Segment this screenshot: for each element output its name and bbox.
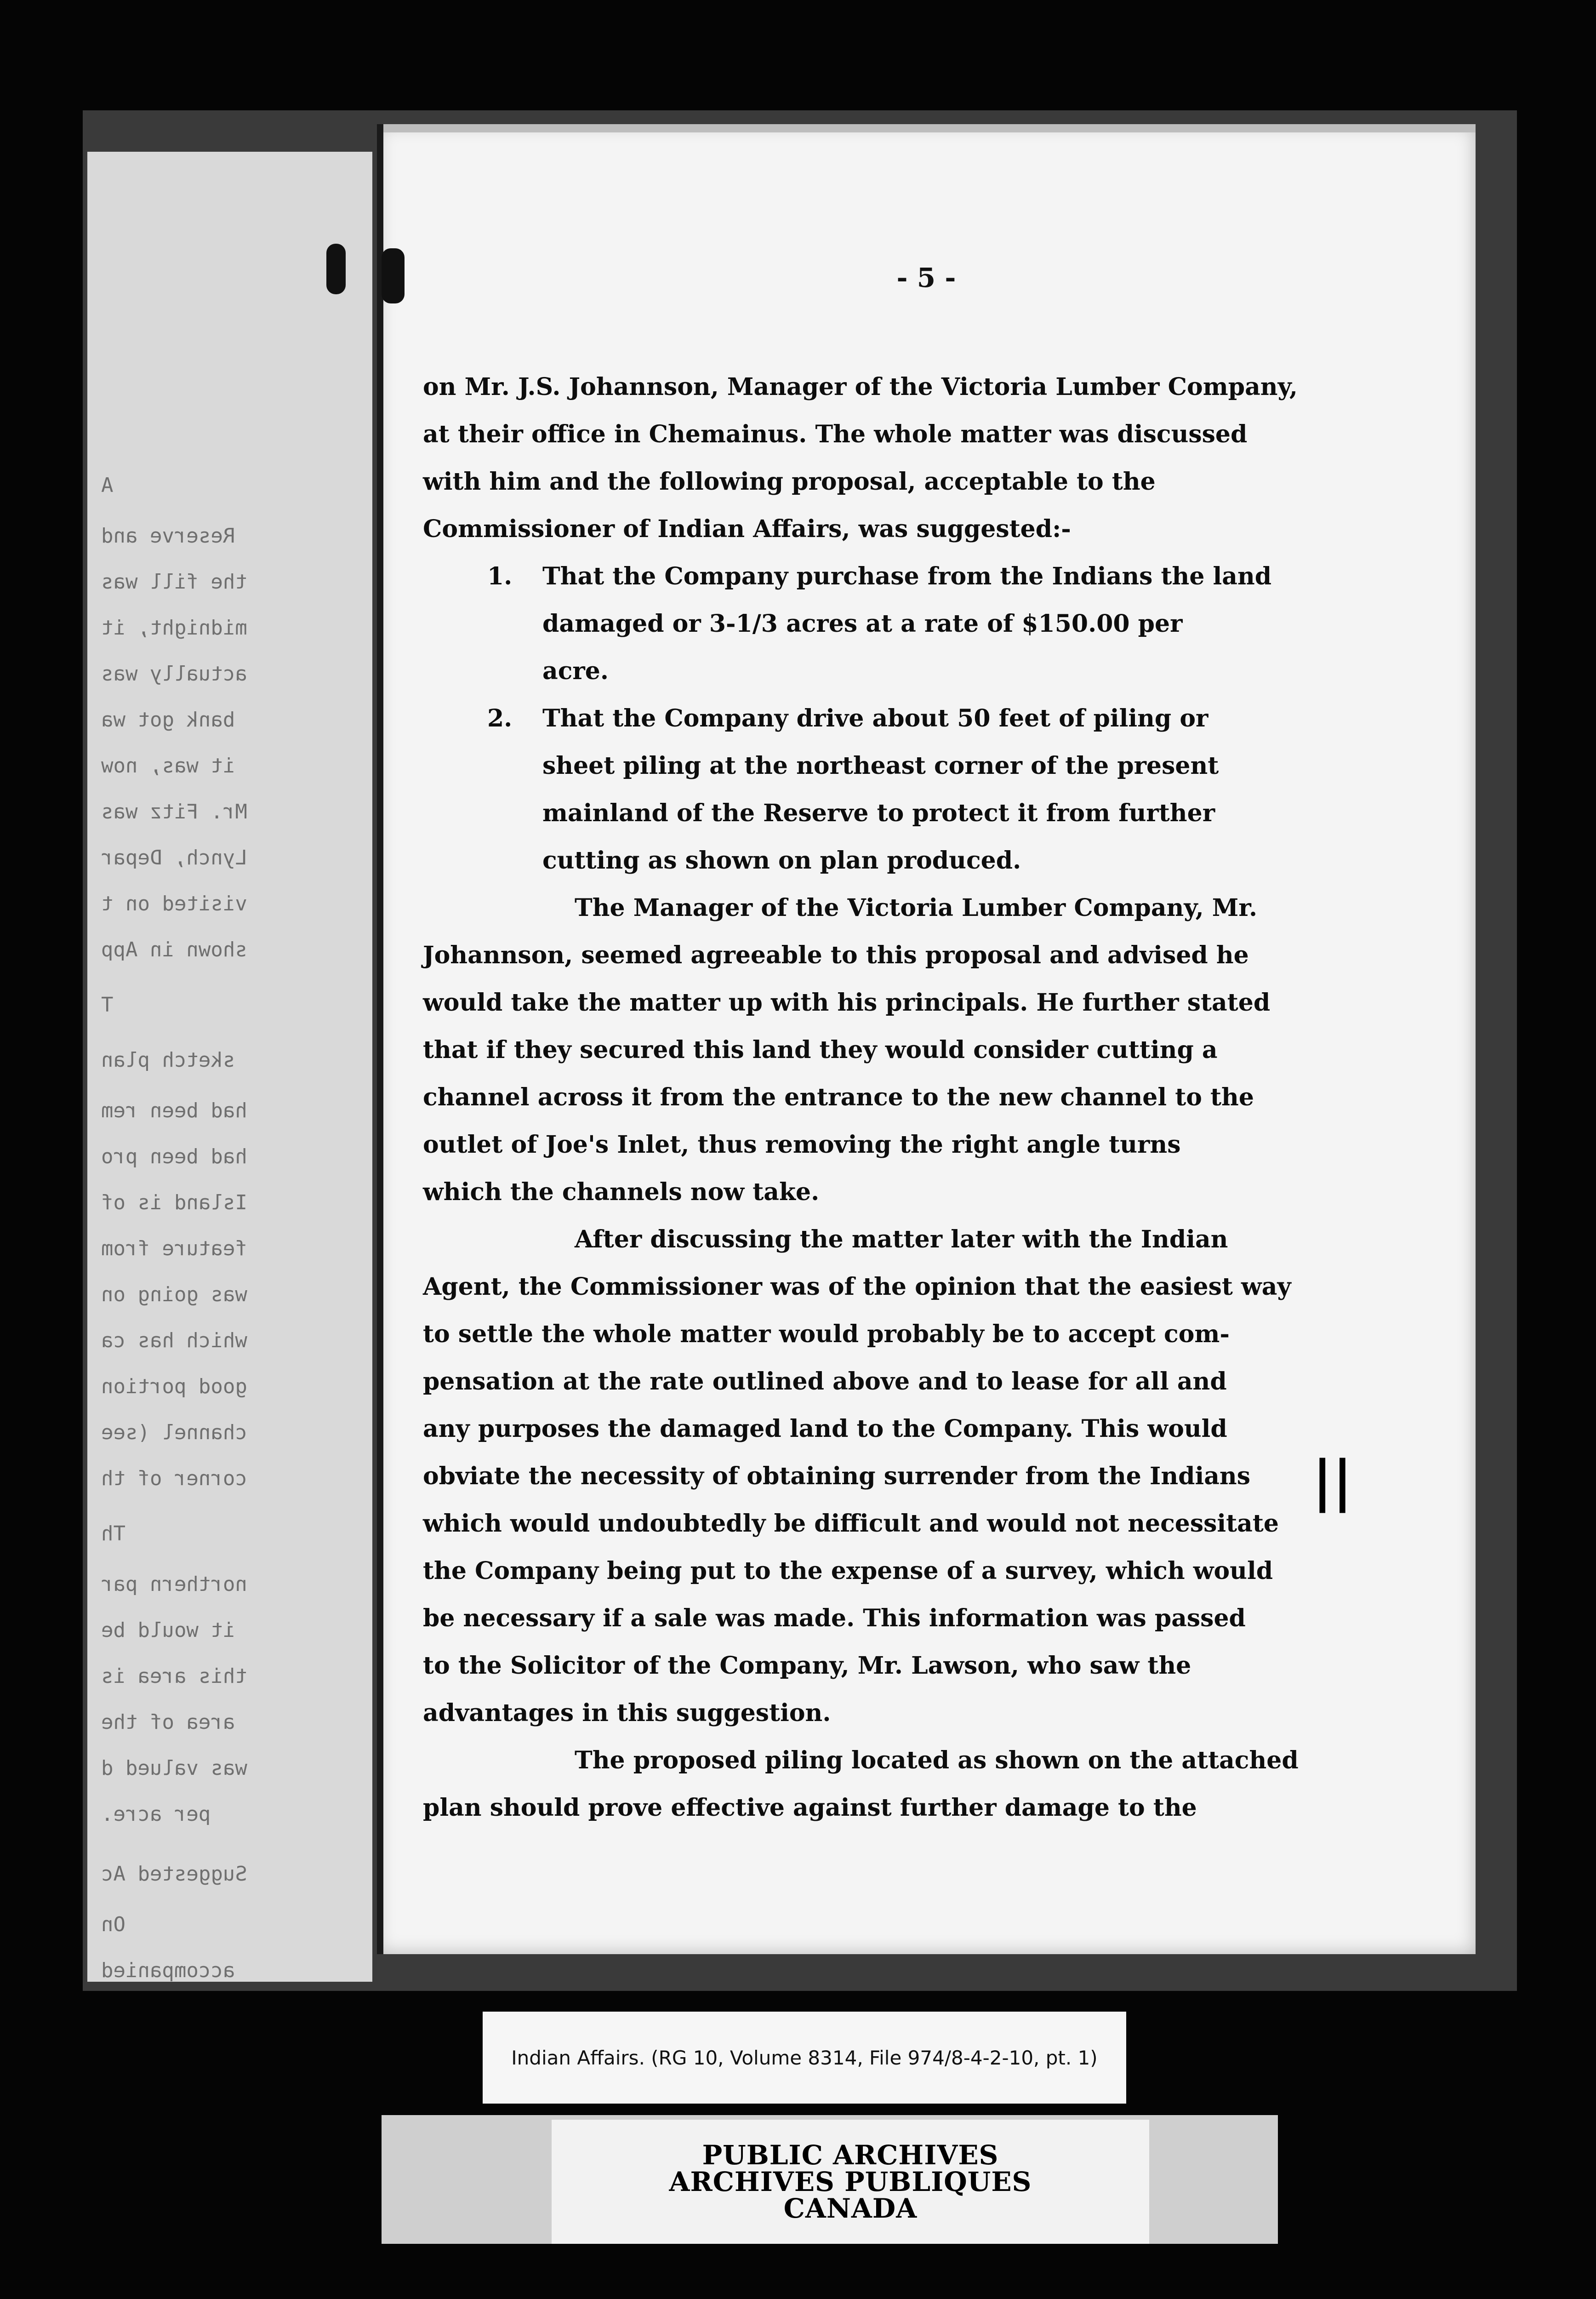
back-page-line: sketch plan bbox=[101, 1048, 235, 1072]
binder-hole-icon bbox=[326, 244, 346, 294]
back-page-line: was valued d bbox=[101, 1756, 247, 1780]
back-page-line: Lynch, Depar bbox=[101, 846, 247, 869]
list-item-line bbox=[423, 553, 1434, 600]
back-page-line: Island is of bbox=[101, 1191, 247, 1214]
list-item-text: That the Company purchase from the Indians the land bbox=[542, 562, 1272, 590]
page-number: - 5 - bbox=[896, 262, 956, 293]
back-page-line: T bbox=[101, 993, 114, 1017]
text-line: would take the matter up with his principals. He further stated bbox=[423, 989, 1271, 1017]
list-item-number: 1. bbox=[487, 562, 513, 590]
back-page-line: had been rem bbox=[101, 1099, 247, 1122]
page-top-edge bbox=[377, 124, 1476, 132]
proposal-list bbox=[423, 553, 1434, 884]
text-line: be necessary if a sale was made. This information was passed bbox=[423, 1604, 1246, 1632]
back-page-line: Th bbox=[101, 1522, 125, 1545]
back-page-line: northern par bbox=[101, 1573, 247, 1596]
text-line: which the channels now take. bbox=[423, 1178, 820, 1206]
paragraph-commissioner-opinion bbox=[423, 1216, 1434, 1737]
back-page-line: had been pro bbox=[101, 1145, 247, 1168]
back-page-line: midnight, it bbox=[101, 616, 247, 640]
text-line: any purposes the damaged land to the Company. This would bbox=[423, 1415, 1227, 1443]
page-gutter bbox=[377, 124, 383, 1954]
back-page-line: which has ca bbox=[101, 1329, 247, 1352]
back-page-line: A bbox=[101, 474, 114, 497]
archive-stamp-line3: CANADA bbox=[783, 2193, 918, 2224]
intro-paragraph bbox=[423, 363, 1434, 553]
back-page-line: corner of th bbox=[101, 1467, 247, 1490]
list-item-line: sheet piling at the northeast corner of the present bbox=[542, 752, 1219, 780]
back-page-line: bank got wa bbox=[101, 708, 235, 732]
text-line: with him and the following proposal, acceptable to the bbox=[423, 468, 1156, 496]
paragraph-proposed-piling bbox=[423, 1737, 1434, 1831]
list-item-text: That the Company drive about 50 feet of piling or bbox=[542, 704, 1208, 732]
back-page-line: actually was bbox=[101, 662, 247, 686]
text-line: advantages in this suggestion. bbox=[423, 1699, 831, 1727]
text-line: plan should prove effective against further damage to the bbox=[423, 1794, 1197, 1822]
text-line: which would undoubtedly be difficult and would not necessitate bbox=[423, 1510, 1279, 1538]
text-line: the Company being put to the expense of a survey, which would bbox=[423, 1557, 1273, 1585]
text-line: at their office in Chemainus. The whole matter was discussed bbox=[423, 420, 1248, 448]
back-page-line: shown in App bbox=[101, 938, 247, 961]
back-page-line: Mr. Fitz was bbox=[101, 800, 247, 824]
paragraph-manager-response bbox=[423, 884, 1434, 1216]
reversed-back-page bbox=[87, 152, 372, 1982]
text-line: to settle the whole matter would probably be to accept com- bbox=[423, 1320, 1230, 1348]
archive-stamp-line1: PUBLIC ARCHIVES bbox=[702, 2139, 999, 2171]
back-page-line: feature from bbox=[101, 1237, 247, 1260]
back-page-line: the fill was bbox=[101, 570, 247, 594]
text-line: outlet of Joe's Inlet, thus removing the right angle turns bbox=[423, 1131, 1181, 1159]
text-line: Commissioner of Indian Affairs, was suggested:- bbox=[423, 515, 1071, 543]
list-item-line: damaged or 3-1/3 acres at a rate of $150.00 per bbox=[542, 610, 1183, 638]
text-line: channel across it from the entrance to the new channel to the bbox=[423, 1083, 1254, 1111]
back-page-line: it would be bbox=[101, 1618, 235, 1642]
list-item-line: mainland of the Reserve to protect it from further bbox=[542, 799, 1215, 827]
back-page-line: per acre. bbox=[101, 1802, 211, 1826]
text-line: obviate the necessity of obtaining surrender from the Indians bbox=[423, 1462, 1251, 1490]
citation-label: Indian Affairs. (RG 10, Volume 8314, File 974/8-4-2-10, pt. 1) bbox=[483, 2012, 1126, 2104]
text-line: The Manager of the Victoria Lumber Company, Mr. bbox=[575, 894, 1258, 922]
document-page bbox=[377, 124, 1476, 1954]
back-page-line: Reserve and bbox=[101, 524, 235, 548]
text-line: After discussing the matter later with the Indian bbox=[575, 1225, 1228, 1253]
document-body bbox=[423, 363, 1434, 1831]
text-line: to the Solicitor of the Company, Mr. Lawson, who saw the bbox=[423, 1652, 1191, 1680]
back-page-line: accompanied bbox=[101, 1959, 235, 1982]
text-line: on Mr. J.S. Johannson, Manager of the Victoria Lumber Company, bbox=[423, 373, 1298, 401]
list-item-line: cutting as shown on plan produced. bbox=[542, 846, 1021, 875]
text-line: that if they secured this land they would consider cutting a bbox=[423, 1036, 1218, 1064]
back-page-line: area of the bbox=[101, 1710, 235, 1734]
list-item-line bbox=[423, 695, 1434, 742]
list-item-number: 2. bbox=[487, 704, 513, 732]
text-line: Agent, the Commissioner was of the opinion that the easiest way bbox=[423, 1273, 1291, 1301]
archive-stamp-line2: ARCHIVES PUBLIQUES bbox=[669, 2166, 1032, 2197]
back-page-line: visited on t bbox=[101, 892, 247, 915]
back-page-line: good portion bbox=[101, 1375, 247, 1398]
mirrored-text-area bbox=[87, 152, 372, 1982]
back-page-line: channel (see bbox=[101, 1421, 247, 1444]
back-page-line: it was, now bbox=[101, 754, 235, 778]
back-page-line: On bbox=[101, 1913, 125, 1936]
back-page-line: this area is bbox=[101, 1664, 247, 1688]
list-item-line: acre. bbox=[542, 657, 609, 685]
back-page-line: Suggested Ac bbox=[101, 1862, 247, 1886]
archive-stamp bbox=[552, 2120, 1149, 2244]
text-line: The proposed piling located as shown on the attached bbox=[575, 1746, 1299, 1774]
back-page-line: was going on bbox=[101, 1283, 247, 1306]
text-line: Johannson, seemed agreeable to this proposal and advised he bbox=[423, 941, 1249, 969]
margin-mark: || bbox=[1312, 1448, 1353, 1513]
text-line: pensation at the rate outlined above and to lease for all and bbox=[423, 1367, 1227, 1395]
